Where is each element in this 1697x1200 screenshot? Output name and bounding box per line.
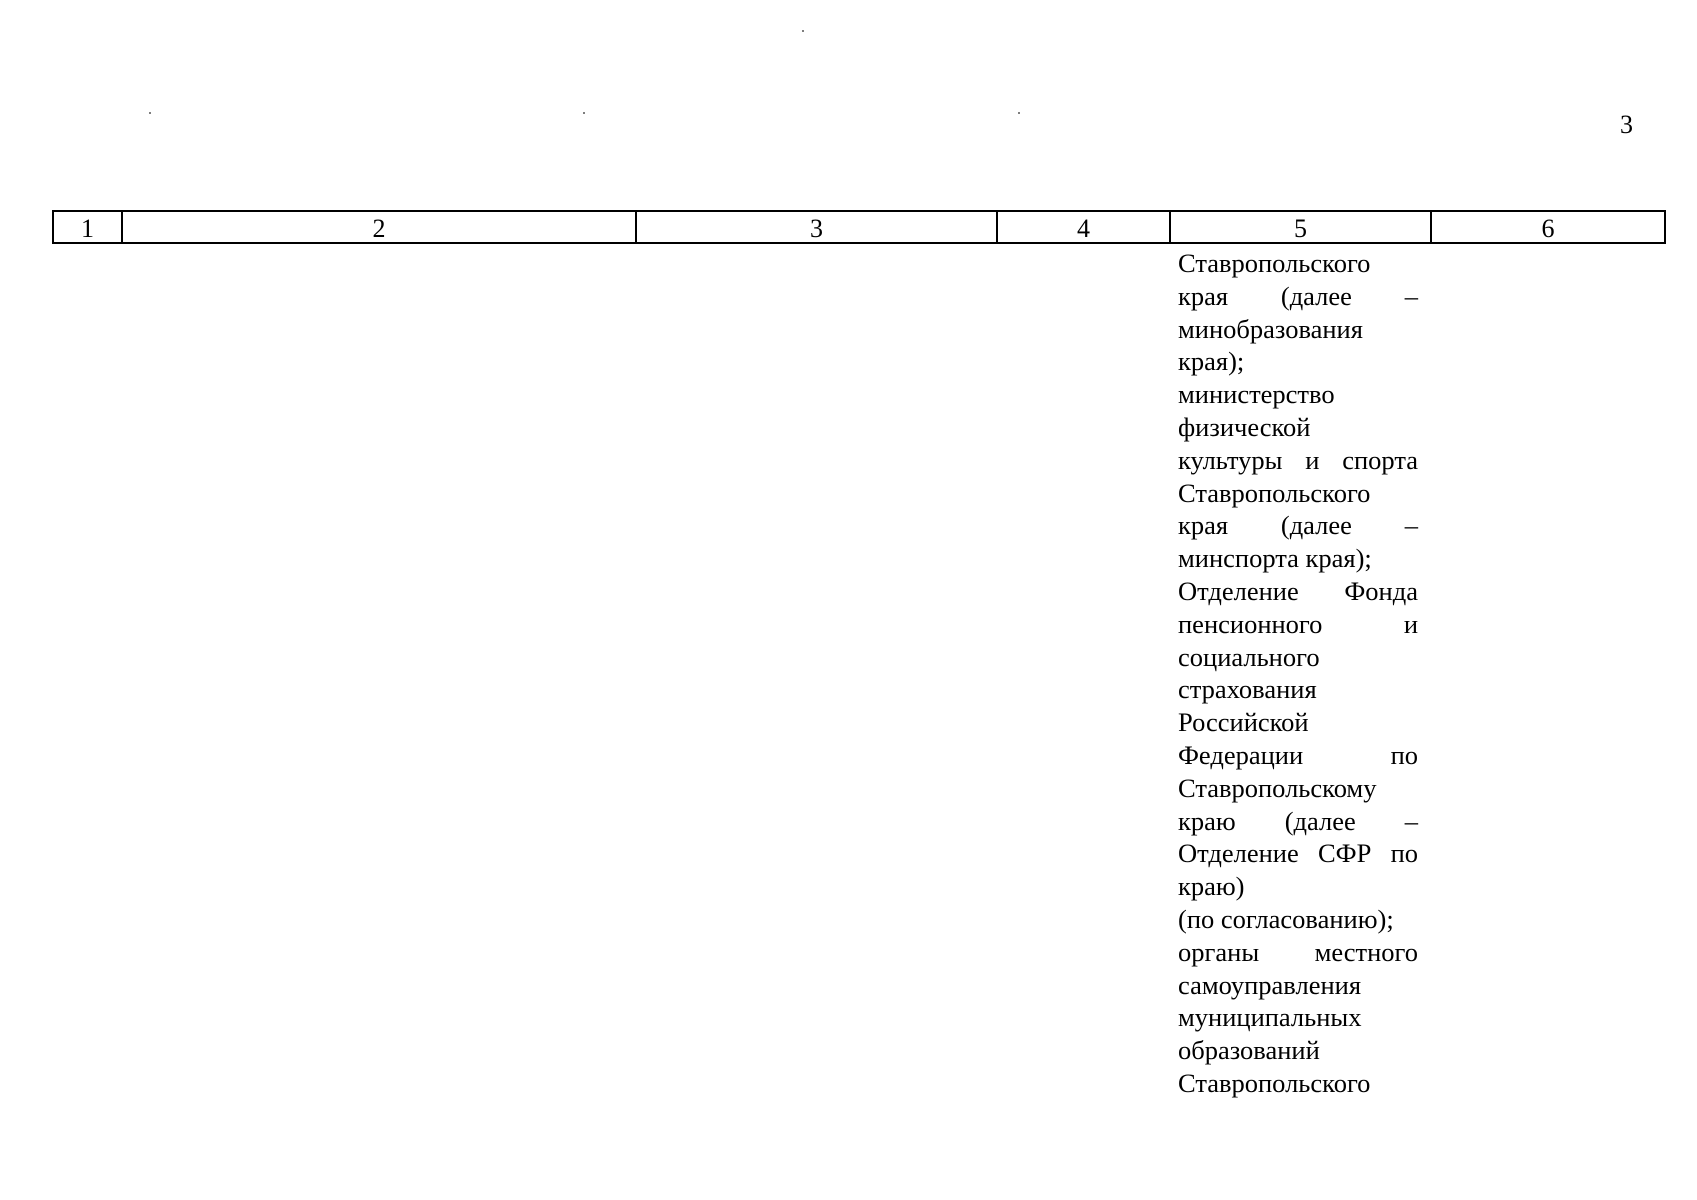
text-line (1178, 247, 1418, 280)
text-word: по (1390, 739, 1418, 770)
text-word: культуры (1178, 444, 1283, 475)
text-word: Отделение (1178, 575, 1299, 606)
text-word: Ставропольского (1178, 477, 1371, 508)
text-line (1178, 575, 1418, 608)
text-line (1178, 1034, 1418, 1067)
text-line (1178, 772, 1418, 805)
text-line (1178, 280, 1418, 313)
text-word: края); (1178, 346, 1245, 377)
text-line (1178, 509, 1418, 542)
text-word: самоуправления (1178, 969, 1362, 1000)
text-word: краю) (1178, 871, 1245, 902)
text-word: физической (1178, 411, 1311, 442)
text-line (1178, 542, 1418, 575)
text-word: краю (1178, 805, 1236, 836)
text-word: министерство (1178, 379, 1335, 410)
text-word: социального (1178, 641, 1320, 672)
text-word: органы (1178, 936, 1260, 967)
text-line (1178, 870, 1418, 903)
text-word: (далее (1280, 280, 1352, 311)
text-word: Российской (1178, 707, 1309, 738)
text-line (1178, 411, 1418, 444)
column-5-responsible-executors (1178, 247, 1418, 1100)
scan-speck (149, 112, 151, 114)
column-number-5: 5 (1171, 212, 1432, 242)
text-word: страхования (1178, 674, 1317, 705)
text-word: Федерации (1178, 739, 1304, 770)
text-line (1178, 378, 1418, 411)
text-word: края (1178, 510, 1229, 541)
column-number-6: 6 (1541, 213, 1555, 243)
text-word: Ставропольского (1178, 1067, 1371, 1098)
text-line (1178, 739, 1418, 772)
text-word: (далее (1284, 805, 1356, 836)
column-number-1: 1 (54, 212, 123, 242)
text-line (1178, 706, 1418, 739)
text-word: Отделение (1178, 838, 1299, 869)
text-word: пенсионного (1178, 608, 1323, 639)
text-line (1178, 313, 1418, 346)
text-line (1178, 345, 1418, 378)
text-word: – (1404, 280, 1418, 311)
text-word: и (1403, 608, 1418, 639)
scan-speck (1018, 112, 1020, 114)
text-word: спорта (1342, 444, 1418, 475)
text-word: Ставропольскому (1178, 772, 1377, 803)
column-number-2: 2 (123, 212, 637, 242)
text-word: СФР (1317, 838, 1372, 869)
text-word: (по согласованию); (1178, 903, 1394, 934)
scan-speck (802, 30, 804, 32)
column-number-4: 4 (998, 212, 1171, 242)
text-word: минспорта края); (1178, 543, 1372, 574)
text-line (1178, 837, 1418, 870)
text-line (1178, 641, 1418, 674)
column-number-3: 3 (637, 212, 998, 242)
text-line (1178, 969, 1418, 1002)
text-word: местного (1314, 936, 1418, 967)
text-word: – (1404, 805, 1418, 836)
text-line (1178, 1067, 1418, 1100)
text-line (1178, 477, 1418, 510)
text-line (1178, 608, 1418, 641)
text-line (1178, 1001, 1418, 1034)
text-line (1178, 673, 1418, 706)
text-word: минобразования (1178, 313, 1363, 344)
text-word: Фонда (1344, 575, 1418, 606)
text-word: Ставропольского (1178, 248, 1371, 278)
table-header-row (52, 210, 1666, 244)
text-word: образований (1178, 1035, 1320, 1066)
text-word: края (1178, 280, 1229, 311)
text-word: и (1305, 444, 1320, 475)
text-line (1178, 805, 1418, 838)
text-line (1178, 903, 1418, 936)
text-word: по (1390, 838, 1418, 869)
text-word: (далее (1280, 510, 1352, 541)
text-word: муниципальных (1178, 1002, 1362, 1033)
text-line (1178, 444, 1418, 477)
scan-speck (583, 112, 585, 114)
text-word: – (1404, 510, 1418, 541)
text-line (1178, 936, 1418, 969)
page-number: 3 (1620, 110, 1633, 139)
